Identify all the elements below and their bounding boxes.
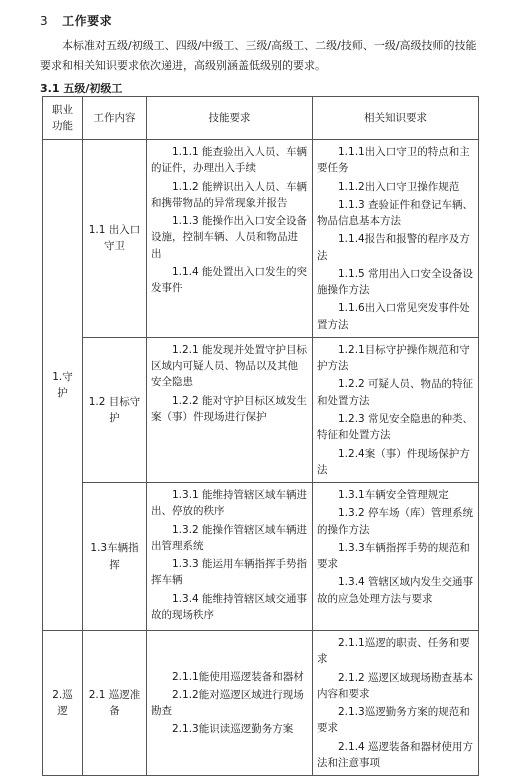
work-content-cell: 2.1 巡逻准备 — [83, 631, 147, 776]
job-function-cell: 2.巡逻 — [43, 631, 83, 776]
knowledge-item: 1.1.6出入口常见突发事件处置方法 — [317, 302, 470, 331]
knowledge-cell — [313, 483, 479, 631]
table-row — [43, 631, 479, 776]
subsection-title: 3.1 五级/初级工 — [40, 82, 123, 95]
section-title: 工作要求 — [62, 14, 113, 28]
section-number: 3 — [40, 14, 49, 28]
skill-item: 1.3.2 能操作管辖区域车辆进出管理系统 — [151, 523, 308, 552]
skill-item: 2.1.2能对巡逻区域进行现场勘查 — [151, 688, 304, 718]
table-header-row — [43, 97, 479, 140]
knowledge-item: 2.1.3巡逻勤务方案的规范和要求 — [317, 706, 470, 735]
skills-cell — [147, 337, 313, 482]
knowledge-item: 2.1.1巡逻的职责、任务和要求 — [317, 637, 470, 666]
knowledge-item: 1.1.5 常用出入口安全设备设施操作方法 — [317, 267, 474, 297]
job-function-cell: 1.守护 — [43, 140, 83, 631]
knowledge-item: 1.3.1车辆安全管理规定 — [338, 489, 449, 502]
work-content-cell: 1.1 出入口守卫 — [83, 140, 147, 338]
skill-item: 1.3.1 能维持管辖区域车辆进出、停放的秩序 — [151, 489, 308, 518]
work-content-cell: 1.3车辆指挥 — [83, 483, 147, 631]
skill-item: 1.3.4 能维持管辖区域交通事故的现场秩序 — [151, 592, 308, 621]
knowledge-cell — [313, 337, 479, 482]
knowledge-item: 1.1.2出入口守卫操作规范 — [338, 180, 460, 193]
section-heading — [40, 12, 112, 31]
knowledge-cell — [313, 631, 479, 776]
skill-item: 1.2.1 能发现并处置守护目标区域内可疑人员、物品以及其他安全隐患 — [151, 343, 308, 389]
table-row — [43, 483, 479, 631]
knowledge-item: 1.2.2 可疑人员、物品的特征和处置方法 — [317, 378, 474, 407]
skills-cell — [147, 140, 313, 338]
skills-cell — [147, 631, 313, 776]
knowledge-item: 1.3.3车辆指挥手势的规范和要求 — [317, 541, 470, 571]
knowledge-item: 1.2.4案（事）件现场保护方法 — [317, 447, 470, 476]
knowledge-item: 1.3.4 管辖区域内发生交通事故的应急处理方法与要求 — [317, 576, 474, 605]
skill-item: 1.1.3 能操作出入口安全设备设施，控制车辆、人员和物品进出 — [151, 215, 308, 260]
skill-item: 1.1.1 能查验出入人员、车辆的证件，办理出入手续 — [151, 146, 308, 175]
intro-paragraph: 本标准对五级/初级工、四级/中级工、三级/高级工、二级/技师、一级/高级技师的技能要求和相关知识要求依次递进，高级别涵盖低级别的要求。 — [40, 39, 477, 72]
knowledge-item: 1.1.3 查验证件和登记车辆、物品信息基本方法 — [317, 198, 474, 228]
header-job: 职业功能 — [43, 97, 83, 140]
header-knowledge: 相关知识要求 — [313, 97, 479, 140]
skill-item: 1.1.2 能辨识出入人员、车辆和携带物品的异常现象并报告 — [151, 180, 308, 209]
knowledge-item: 2.1.2 巡逻区域现场勘查基本内容和要求 — [317, 671, 474, 700]
knowledge-item: 1.1.4报告和报警的程序及方法 — [317, 233, 470, 262]
skill-item: 1.2.2 能对守护目标区域发生案（事）件现场进行保护 — [151, 394, 308, 423]
work-content-cell: 1.2 目标守护 — [83, 337, 147, 482]
knowledge-item: 1.2.3 常见安全隐患的种类、特征和处置方法 — [317, 412, 474, 442]
requirements-table — [42, 96, 479, 776]
knowledge-item: 1.1.1出入口守卫的特点和主要任务 — [317, 146, 470, 175]
table-row — [43, 140, 479, 338]
header-skills: 技能要求 — [147, 97, 313, 140]
header-content: 工作内容 — [83, 97, 147, 140]
knowledge-item: 1.3.2 停车场（库）管理系统的操作方法 — [317, 507, 474, 536]
knowledge-cell — [313, 140, 479, 338]
table-row — [43, 337, 479, 482]
skill-item: 2.1.3能识读巡逻勤务方案 — [172, 723, 294, 736]
skill-item: 1.1.4 能处置出入口发生的突发事件 — [151, 265, 308, 295]
knowledge-item: 1.2.1目标守护操作规范和守护方法 — [317, 343, 470, 373]
knowledge-item: 2.1.4 巡逻装备和器材使用方法和注意事项 — [317, 740, 474, 769]
skill-item: 2.1.1能使用巡逻装备和器材 — [172, 670, 304, 683]
skills-cell — [147, 483, 313, 631]
skill-item: 1.3.3 能运用车辆指挥手势指挥车辆 — [151, 558, 308, 587]
